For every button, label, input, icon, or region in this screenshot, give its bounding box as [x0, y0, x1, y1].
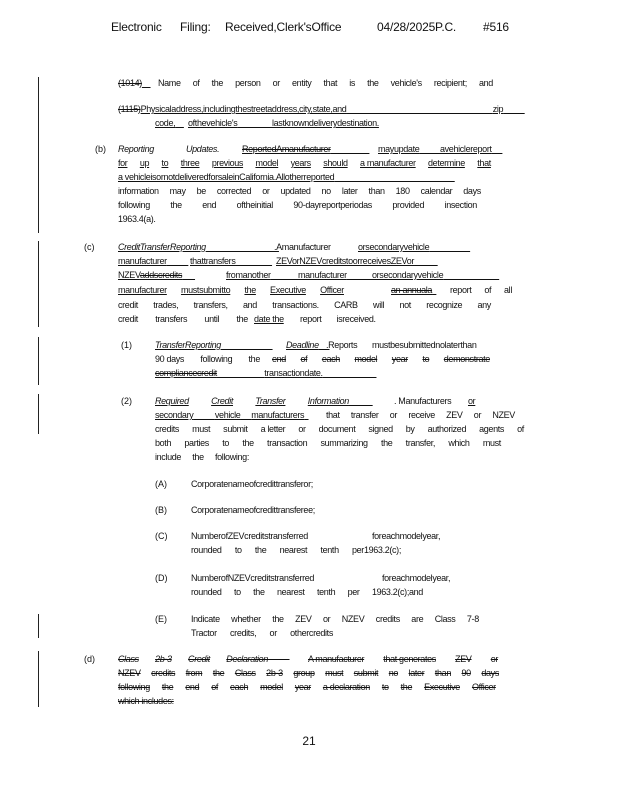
item-15-line-2: code, [155, 118, 176, 128]
section-d-title-fill [268, 653, 290, 667]
list-item-e-label: (E) [155, 614, 167, 624]
list-item-d-line-2: rounded to the nearest tenth per 1963.2(c);and [191, 587, 423, 597]
list-item-d-label: (D) [155, 573, 168, 583]
section-c-line-4b: report of all [450, 285, 512, 295]
section-d-label: (d) [84, 654, 95, 664]
section-c-line-2c: ZEVorNZEVcreditstoorreceivesZEVor [276, 256, 415, 266]
subsection-2-title: Required Credit Transfer Information [155, 396, 349, 406]
revision-bar [38, 77, 39, 233]
section-c-line-4-struck: an annuala [391, 285, 433, 295]
section-c-line-1a: .Amanufacturer [274, 242, 331, 252]
section-c-line-2b: thattransfers [190, 256, 236, 266]
subsection-2-line-2a: secondary vehicle manufacturers [155, 410, 305, 420]
list-item-b-text: Corporatenameofcredittransferee; [191, 505, 315, 515]
revision-bar [38, 614, 39, 638]
section-c-line-6c: report isreceived. [300, 314, 376, 324]
list-item-a-label: (A) [155, 479, 167, 489]
header-electronic: Electronic [111, 20, 162, 34]
section-c-line-3c: manufacturer [298, 270, 347, 280]
section-c-line-5: credit trades, transfers, and transactions. CARB will not recognize any [118, 300, 491, 310]
list-item-c-line-2: rounded to the nearest tenth per1963.2(c); [191, 545, 401, 555]
section-d-title: Class 2b-3 Credit Declaration [118, 654, 268, 664]
header-filing: Filing: [180, 20, 211, 34]
item-14-text: Name of the person or entity that is the vehicle's recipient; and [158, 78, 493, 88]
section-c-title: CreditTransferReporting [118, 242, 206, 252]
section-b-label: (b) [95, 144, 106, 154]
list-item-c-line-1: NumberofZEVcreditstransferred [191, 531, 308, 541]
list-item-b-label: (B) [155, 505, 167, 515]
section-b-line-2: for up to three previous model years should a manufacturer determine that [118, 158, 491, 168]
subsection-1-line-2-struck: end of each model year to demonstrate [272, 354, 490, 364]
section-c-line-6a: credit transfers until the [118, 314, 248, 324]
section-b-line-6: 1963.4(a). [118, 214, 156, 224]
section-d-line-4: which includes: [118, 696, 174, 706]
subsection-1-must: mustbesubmittednolaterthan [372, 340, 477, 350]
revision-bar [38, 337, 39, 385]
revision-bar [38, 651, 39, 707]
header-number: #516 [483, 20, 509, 34]
revision-bar [38, 394, 39, 434]
section-b-line-4: information may be corrected or updated no later than 180 calendar days [118, 186, 481, 196]
header-date: 04/28/2025P.C. [377, 20, 457, 34]
list-item-c-label: (C) [155, 531, 168, 541]
list-item-d-line-1b: foreachmodelyear, [382, 573, 451, 583]
section-b-report: avehiclereport [440, 144, 492, 154]
subsection-1-label: (1) [121, 340, 132, 350]
section-c-line-4a: manufacturer mustsubmitto the Executive Officer [118, 285, 344, 295]
subsection-1-line-2a: 90 days following the [155, 354, 260, 364]
section-b-mayupdate: mayupdate [378, 144, 420, 154]
subsection-2-manufacturers: . Manufacturers [394, 396, 452, 406]
list-item-e-line-1: Indicate whether the ZEV or NZEV credits are Class 7-8 [191, 614, 479, 624]
section-d-line-3: following the end of each model year a declaration to the Executive Officer [118, 682, 496, 692]
section-b-line-5: following the end oftheinitial 90-dayreportperiodas provided insection [118, 200, 477, 210]
item-15-line-2b: ofthevehicle's [188, 118, 238, 128]
header-received: Received,Clerk'sOffice [225, 20, 342, 34]
section-c-label: (c) [84, 242, 95, 252]
subsection-2-title-fill [349, 395, 373, 409]
list-item-e-line-2: Tractor credits, or othercredits [191, 628, 333, 638]
subsection-2-or: or [468, 396, 476, 406]
subsection-2-line-2b: that transfer or receive ZEV or NZEV [326, 410, 515, 420]
section-b-title: Reporting [118, 144, 154, 154]
subsection-1-line-3: compliancecredit transactiondate. [155, 368, 323, 378]
subsection-1-deadline: Deadline [286, 340, 319, 350]
subsection-2-line-5: include the following: [155, 452, 249, 462]
list-item-a-text: Corporatenameofcredittransferor; [191, 479, 313, 489]
section-d-line-2: NZEV credits from the Class 2b-3 group must submit no later than 90 days [118, 668, 499, 678]
subsection-2-label: (2) [121, 396, 132, 406]
section-b-line-3: a vehicleisornotdeliveredforsaleinCalifornia.Allotherreported [118, 172, 335, 182]
page-number: 21 [302, 734, 316, 748]
section-c-line-6b: date the [254, 314, 284, 324]
section-c-line-3: NZEVaddscredits [118, 270, 183, 280]
item-15-line-2c: lastknowndeliverydestination. [272, 118, 379, 128]
subsection-1-title: TransferReporting [155, 340, 221, 350]
section-c-line-1b: orsecondaryvehicle [358, 242, 430, 252]
item-15-line-1: (1115)Physicaladdress,includingthestreetaddress,city,state,and zip [118, 104, 504, 114]
section-b-title-2: Updates. [186, 144, 220, 154]
subsection-2-line-4: both parties to the transaction summarizing the transfer, which must [155, 438, 501, 448]
section-c-line-3d: orsecondaryvehicle [372, 270, 444, 280]
subsection-2-line-3: credits must submit a letter or document signed by authorized agents of [155, 424, 524, 434]
section-c-line-3b: fromanother [226, 270, 271, 280]
section-d-line-1: A manufacturer that generates ZEV or [308, 654, 498, 664]
list-item-d-line-1: NumberofNZEVcreditstransferred [191, 573, 315, 583]
revision-bar [38, 241, 39, 327]
list-item-c-line-1b: foreachmodelyear, [372, 531, 441, 541]
item-14-number: (1014) [118, 78, 142, 88]
section-c-line-2a: manufacturer [118, 256, 167, 266]
subsection-1-reports: .Reports [326, 340, 358, 350]
section-b-struck: ReportedAmanufacturer [242, 144, 331, 154]
